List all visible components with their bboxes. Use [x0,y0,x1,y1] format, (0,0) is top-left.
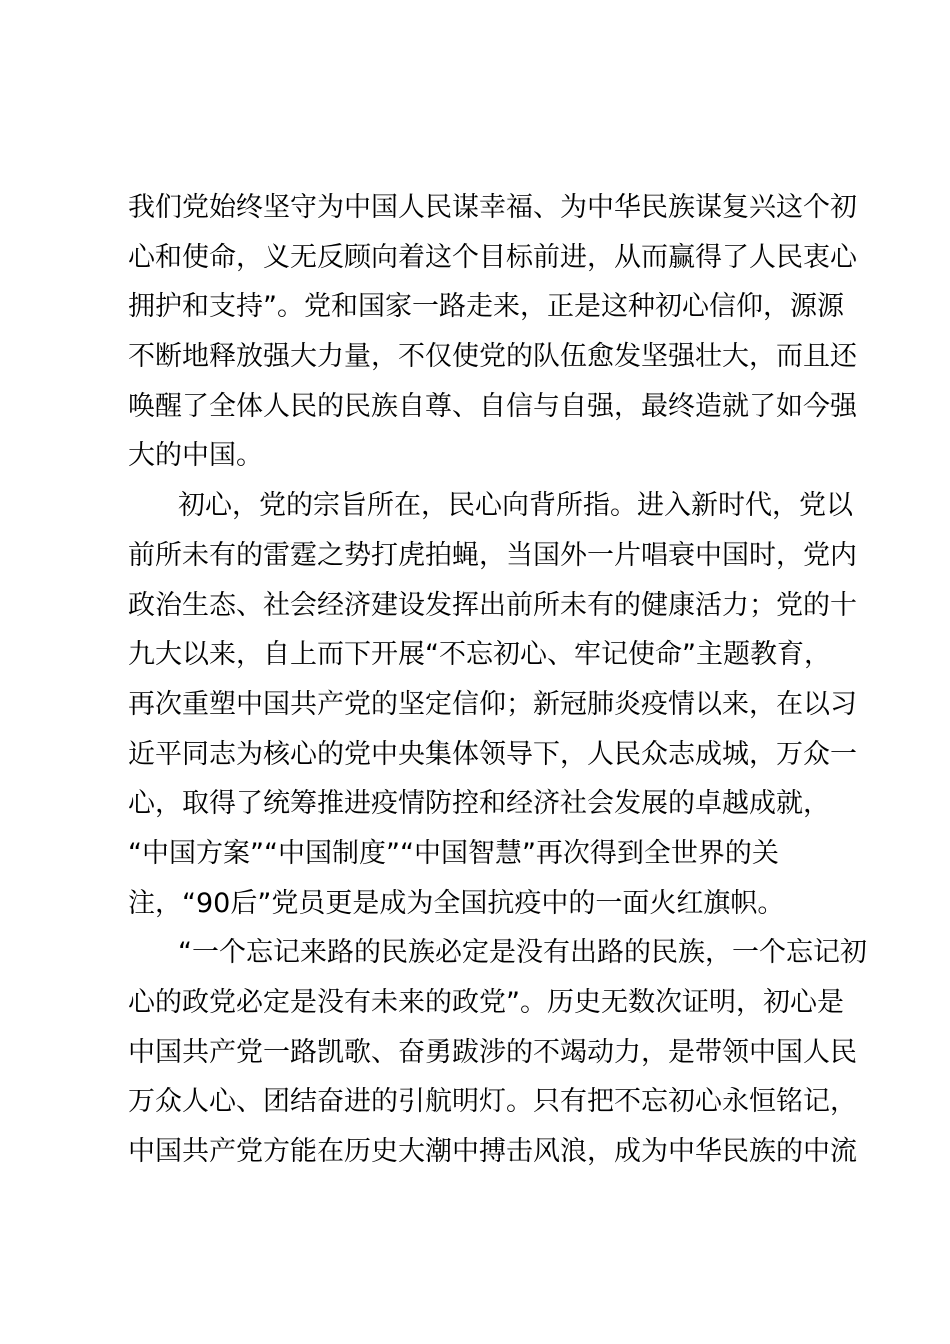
text-line: “中国方案”“中国制度”“中国智慧”再次得到全世界的关 [128,837,779,869]
text-line: 心，取得了统筹推进疫情防控和经济社会发展的卓越成就， [128,788,830,820]
text-line: 九大以来，自上而下开展“不忘初心、牢记使命”主题教育， [128,639,831,671]
text-line: 心的政党必定是没有未来的政党”。历史无数次证明，初心是 [128,987,844,1018]
paragraph-start-line: 初心，党的宗旨所在，民心向背所指。进入新时代，党以 [178,490,853,522]
text-line: 大的中国。 [128,440,263,472]
text-line: 前所未有的雷霆之势打虎拍蝇，当国外一片唱衰中国时，党内 [128,539,857,571]
text-line: 政治生态、社会经济建设发挥出前所未有的健康活力；党的十 [128,589,857,621]
text-line: 不断地释放强大力量，不仅使党的队伍愈发坚强壮大，而且还 [128,341,857,373]
text-line: 唤醒了全体人民的民族自尊、自信与自强，最终造就了如今强 [128,390,857,422]
paragraph-start-line: “一个忘记来路的民族必定是没有出路的民族，一个忘记初 [178,937,867,969]
text-line: 中国共产党方能在历史大潮中搏击风浪，成为中华民族的中流 [128,1136,857,1168]
text-line: 再次重塑中国共产党的坚定信仰；新冠肺炎疫情以来，在以习 [128,688,857,720]
text-line: 心和使命，义无反顾向着这个目标前进，从而赢得了人民衷心 [128,241,857,273]
text-line: 拥护和支持”。党和国家一路走来，正是这种初心信仰，源源 [128,291,844,323]
text-line: 万众人心、团结奋进的引航明灯。只有把不忘初心永恒铭记， [128,1086,857,1118]
text-line: 注，“90后”党员更是成为全国抗疫中的一面火红旗帜。 [128,887,785,919]
body-text [128,183,867,1177]
text-line: 我们党始终坚守为中国人民谋幸福、为中华民族谋复兴这个初 [128,192,857,223]
text-line: 近平同志为核心的党中央集体领导下，人民众志成城，万众一 [128,738,857,770]
text-line: 中国共产党一路凯歌、奋勇跋涉的不竭动力，是带领中国人民 [128,1036,857,1068]
